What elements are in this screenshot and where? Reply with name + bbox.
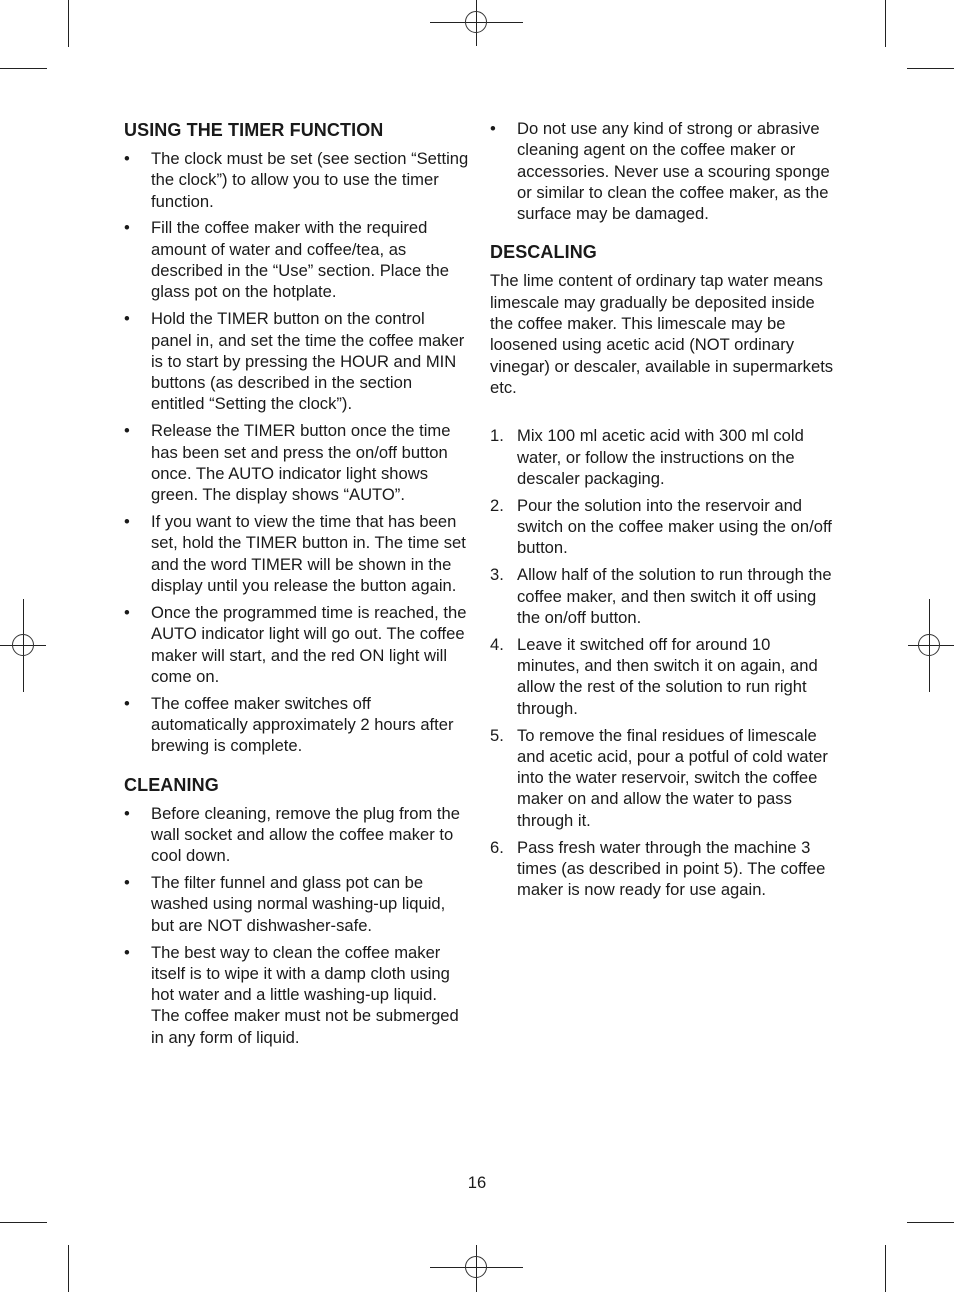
- item-text: Release the TIMER button once the time has been set and press the on/off button once. The AUTO indicator light shows green. The display shows “AUTO”.: [151, 421, 451, 505]
- timer-list: [124, 148, 469, 757]
- bullet: •: [124, 803, 130, 823]
- crop-mark: [885, 0, 886, 47]
- bullet: •: [124, 873, 130, 893]
- timer-section: [124, 118, 469, 757]
- bullet: •: [124, 421, 130, 441]
- list-item: [124, 803, 469, 867]
- bullet: •: [124, 309, 130, 329]
- bullet: •: [124, 602, 130, 622]
- step-number: 4.: [490, 634, 504, 654]
- crop-mark: [0, 68, 47, 69]
- item-text: Hold the TIMER button on the control panel in, and set the time the coffee maker is to start by pressing the HOUR and MIN buttons (as described in the section entitled “Setting the clock”).: [151, 309, 465, 414]
- item-text: The clock must be set (see section “Setting the clock”) to allow you to use the timer function.: [151, 149, 469, 211]
- bullet: •: [124, 942, 130, 962]
- list-item: [124, 217, 469, 302]
- item-text: Once the programmed time is reached, the AUTO indicator light will go out. The coffee maker will start, and the red ON light will come on.: [151, 602, 467, 686]
- item-text: The filter funnel and glass pot can be washed using normal washing-up liquid, but are NOT dishwasher-safe.: [151, 873, 446, 935]
- step-item: [490, 634, 835, 719]
- item-text: The coffee maker switches off automatically approximately 2 hours after brewing is complete.: [151, 693, 454, 756]
- crop-mark: [885, 1245, 886, 1292]
- bullet: •: [124, 149, 130, 168]
- crop-mark: [68, 1245, 69, 1292]
- cleaning-list: [124, 803, 469, 1048]
- list-item: [124, 420, 469, 505]
- cleaning-continued: [490, 118, 835, 224]
- descaling-section: [490, 240, 835, 900]
- step-text: Pour the solution into the reservoir and switch on the coffee maker using the on/off button.: [517, 495, 832, 558]
- step-number: 1.: [490, 426, 504, 446]
- list-item: [124, 942, 469, 1048]
- descaling-heading: DESCALING: [490, 242, 597, 263]
- list-item: [124, 308, 469, 414]
- step-number: 3.: [490, 565, 504, 585]
- bullet: •: [124, 512, 130, 532]
- list-item: [124, 602, 469, 687]
- right-column: [490, 118, 835, 916]
- crop-mark: [68, 0, 69, 47]
- list-item: [490, 118, 835, 224]
- step-item: [490, 564, 835, 628]
- item-text: Do not use any kind of strong or abrasive cleaning agent on the coffee maker or accessories. Never use a scouring sponge or similar to clean the coffee maker, as the surface may be damaged.: [517, 119, 830, 224]
- item-text: Before cleaning, remove the plug from the wall socket and allow the coffee maker to cool down.: [151, 803, 461, 866]
- crop-mark: [907, 1222, 954, 1223]
- step-item: [490, 837, 835, 901]
- descaling-steps: [490, 425, 835, 900]
- step-text: To remove the final residues of limescale and acetic acid, pour a potful of cold water into the water reservoir, switch the coffee maker on and allow the water to pass through it.: [517, 725, 828, 830]
- step-item: [490, 725, 835, 831]
- timer-heading: USING THE TIMER FUNCTION: [124, 120, 384, 140]
- step-number: 6.: [490, 837, 504, 857]
- step-text: Mix 100 ml acetic acid with 300 ml cold water, or follow the instructions on the descaler packaging.: [517, 426, 804, 488]
- step-text: Leave it switched off for around 10 minutes, and then switch it on again, and allow the rest of the solution to run right through.: [517, 634, 818, 718]
- descaling-intro: The lime content of ordinary tap water means limescale may gradually be deposited inside the coffee maker. This limescale may be loosened using acetic acid (NOT ordinary vinegar) or descaler, available in supermarkets etc.: [490, 271, 834, 397]
- left-column: [124, 118, 469, 1064]
- list-item: [124, 872, 469, 936]
- crop-mark: [0, 1222, 47, 1223]
- step-number: 5.: [490, 725, 504, 745]
- step-text: Allow half of the solution to run through the coffee maker, and then switch it off using the on/off button.: [517, 565, 832, 627]
- item-text: The best way to clean the coffee maker itself is to wipe it with a damp cloth using hot water and a little washing-up liquid. The coffee maker must not be submerged in any form of liquid.: [151, 942, 459, 1047]
- cleaning-heading: CLEANING: [124, 774, 219, 795]
- item-text: If you want to view the time that has been set, hold the TIMER button in. The time set and the word TIMER will be shown in the display until you release the button again.: [151, 512, 466, 596]
- step-number: 2.: [490, 495, 504, 515]
- crop-mark: [907, 68, 954, 69]
- step-text: Pass fresh water through the machine 3 times (as described in point 5). The coffee maker is now ready for use again.: [517, 837, 826, 900]
- list-item: [124, 511, 469, 596]
- bullet: •: [490, 119, 496, 138]
- page-number: 16: [467, 1173, 487, 1192]
- step-item: [490, 425, 835, 489]
- list-item: [124, 693, 469, 757]
- cleaning-section: [124, 773, 469, 1048]
- bullet: •: [124, 693, 130, 713]
- bullet: •: [124, 218, 130, 238]
- list-item: [124, 148, 469, 212]
- item-text: Fill the coffee maker with the required amount of water and coffee/tea, as described in the “Use” section. Place the glass pot on the hotplate.: [151, 218, 449, 302]
- step-item: [490, 495, 835, 559]
